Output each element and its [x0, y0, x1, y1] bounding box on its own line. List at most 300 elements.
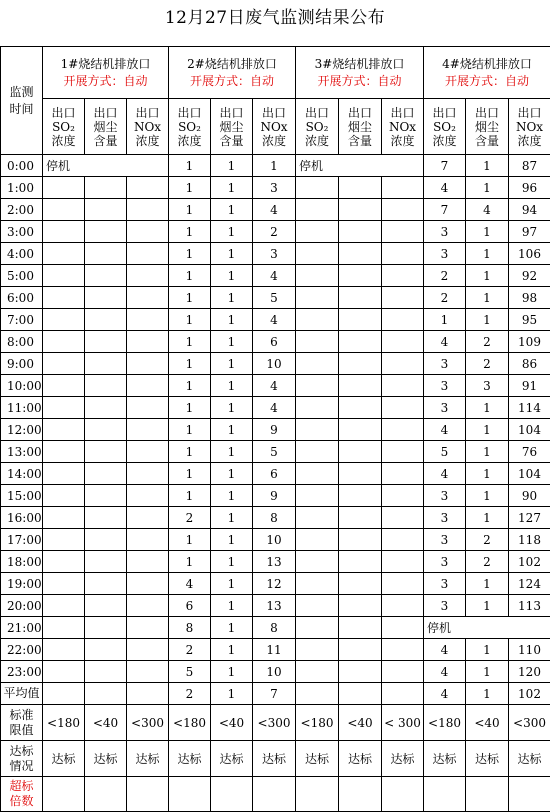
value-cell: 1	[169, 353, 211, 375]
table-row-label: 16:00	[1, 507, 43, 529]
value-cell	[339, 243, 382, 265]
value-cell: 1	[169, 397, 211, 419]
value-cell	[43, 221, 85, 243]
value-cell: 1	[466, 485, 509, 507]
value-cell: 3	[253, 243, 296, 265]
value-cell: 1	[466, 265, 509, 287]
subcolumn-header	[509, 99, 550, 155]
value-cell: 1	[466, 155, 509, 177]
limit-cell: <180	[424, 705, 466, 741]
limit-row-label	[1, 705, 43, 741]
table-row-label: 7:00	[1, 309, 43, 331]
value-cell: 1	[169, 265, 211, 287]
value-cell: 5	[169, 661, 211, 683]
limit-row	[1, 705, 550, 741]
table-row	[1, 265, 550, 287]
value-cell: 97	[509, 221, 550, 243]
subcolumn-label: 出口烟尘含量	[92, 106, 120, 148]
value-cell	[43, 661, 85, 683]
value-cell	[127, 221, 169, 243]
value-cell	[382, 441, 424, 463]
table-row-label: 1:00	[1, 177, 43, 199]
value-cell	[382, 683, 424, 705]
value-cell	[339, 199, 382, 221]
value-cell	[382, 287, 424, 309]
value-cell	[382, 177, 424, 199]
outlet-3-mode: 开展方式：自动	[296, 73, 423, 90]
value-cell: 1	[211, 177, 253, 199]
table-row	[1, 661, 550, 683]
value-cell	[127, 639, 169, 661]
outlet-4-mode: 开展方式：自动	[424, 73, 550, 90]
value-cell	[339, 463, 382, 485]
value-cell	[382, 661, 424, 683]
value-cell	[127, 199, 169, 221]
value-cell	[382, 419, 424, 441]
status-cell: 达标	[43, 741, 85, 777]
value-cell	[339, 375, 382, 397]
value-cell	[382, 617, 424, 639]
value-cell: 86	[509, 353, 550, 375]
table-row-label: 8:00	[1, 331, 43, 353]
value-cell	[339, 287, 382, 309]
value-cell	[43, 331, 85, 353]
value-cell: 1	[253, 155, 296, 177]
value-cell: 13	[253, 551, 296, 573]
outlet-2-name: 2#烧结机排放口	[169, 56, 295, 73]
value-cell	[127, 441, 169, 463]
value-cell: 4	[253, 265, 296, 287]
exceed-cell	[85, 777, 127, 812]
value-cell: 10	[253, 529, 296, 551]
value-cell: 1	[211, 639, 253, 661]
limit-cell: <40	[211, 705, 253, 741]
value-cell: 4	[424, 661, 466, 683]
value-cell: 1	[211, 661, 253, 683]
value-cell	[43, 309, 85, 331]
value-cell: 113	[509, 595, 550, 617]
table-row	[1, 617, 550, 639]
limit-cell: <40	[85, 705, 127, 741]
value-cell	[85, 419, 127, 441]
value-cell: 4	[424, 683, 466, 705]
value-cell: 1	[169, 177, 211, 199]
value-cell	[43, 595, 85, 617]
value-cell: 1	[211, 595, 253, 617]
subcolumn-header	[169, 99, 211, 155]
value-cell: 1	[169, 551, 211, 573]
value-cell: 114	[509, 397, 550, 419]
table-row	[1, 287, 550, 309]
value-cell: 2	[169, 507, 211, 529]
value-cell: 124	[509, 573, 550, 595]
value-cell	[296, 331, 339, 353]
value-cell: 1	[211, 243, 253, 265]
table-row	[1, 595, 550, 617]
value-cell	[127, 287, 169, 309]
subcolumn-header	[127, 99, 169, 155]
table-row-label: 0:00	[1, 155, 43, 177]
value-cell: 1	[211, 309, 253, 331]
value-cell: 2	[424, 265, 466, 287]
value-cell	[339, 551, 382, 573]
value-cell	[43, 397, 85, 419]
value-cell	[382, 639, 424, 661]
status-cell: 达标	[466, 741, 509, 777]
value-cell: 1	[211, 683, 253, 705]
time-column-header	[1, 47, 43, 155]
value-cell	[127, 529, 169, 551]
table-row-label: 23:00	[1, 661, 43, 683]
value-cell	[296, 639, 339, 661]
value-cell	[43, 485, 85, 507]
value-cell: 1	[169, 419, 211, 441]
value-cell: 1	[211, 617, 253, 639]
value-cell	[43, 243, 85, 265]
value-cell: 8	[169, 617, 211, 639]
outlet-1-mode: 开展方式：自动	[43, 73, 168, 90]
subcolumn-label: 出口烟尘含量	[218, 106, 246, 148]
value-cell: 3	[253, 177, 296, 199]
value-cell	[296, 265, 339, 287]
subcolumn-header	[466, 99, 509, 155]
value-cell: 87	[509, 155, 550, 177]
value-cell: 1	[211, 353, 253, 375]
value-cell	[43, 177, 85, 199]
table-row-label: 12:00	[1, 419, 43, 441]
value-cell	[127, 375, 169, 397]
value-cell: 95	[509, 309, 550, 331]
value-cell: 3	[424, 485, 466, 507]
status-cell: 达标	[253, 741, 296, 777]
value-cell	[296, 595, 339, 617]
value-cell: 1	[211, 529, 253, 551]
table-row-label: 17:00	[1, 529, 43, 551]
value-cell	[296, 485, 339, 507]
table-row	[1, 155, 550, 177]
table-row	[1, 485, 550, 507]
value-cell	[296, 573, 339, 595]
shutdown-cell: 停机	[424, 617, 550, 639]
table-row-label: 9:00	[1, 353, 43, 375]
exceed-cell	[296, 777, 339, 812]
value-cell	[296, 551, 339, 573]
exceed-cell	[466, 777, 509, 812]
value-cell	[382, 397, 424, 419]
value-cell: 3	[466, 375, 509, 397]
value-cell	[85, 617, 127, 639]
value-cell	[85, 529, 127, 551]
value-cell	[43, 507, 85, 529]
value-cell: 4	[253, 397, 296, 419]
value-cell	[382, 485, 424, 507]
value-cell	[339, 617, 382, 639]
value-cell	[296, 441, 339, 463]
value-cell	[339, 221, 382, 243]
subcolumn-header	[382, 99, 424, 155]
value-cell	[296, 243, 339, 265]
table-row	[1, 243, 550, 265]
value-cell	[43, 683, 85, 705]
value-cell: 4	[424, 331, 466, 353]
value-cell	[85, 353, 127, 375]
value-cell	[296, 617, 339, 639]
value-cell: 7	[253, 683, 296, 705]
value-cell: 1	[169, 375, 211, 397]
value-cell	[339, 309, 382, 331]
value-cell	[85, 661, 127, 683]
value-cell: 1	[169, 155, 211, 177]
limit-cell: <40	[339, 705, 382, 741]
subcolumn-label: 出口烟尘含量	[346, 106, 374, 148]
value-cell	[127, 331, 169, 353]
average-row-label: 平均值	[1, 683, 43, 705]
status-cell: 达标	[382, 741, 424, 777]
subcolumn-header-row	[1, 99, 550, 155]
value-cell	[296, 199, 339, 221]
value-cell: 1	[211, 419, 253, 441]
limit-cell: <180	[43, 705, 85, 741]
exceed-cell	[253, 777, 296, 812]
value-cell	[296, 287, 339, 309]
value-cell	[382, 529, 424, 551]
value-cell: 1	[466, 221, 509, 243]
value-cell: 1	[466, 419, 509, 441]
value-cell	[382, 199, 424, 221]
value-cell: 96	[509, 177, 550, 199]
page-title: 12月27日废气监测结果公布	[0, 3, 550, 28]
limit-cell: <180	[169, 705, 211, 741]
value-cell	[43, 463, 85, 485]
subcolumn-label: 出口SO₂浓度	[50, 106, 78, 148]
table-row	[1, 441, 550, 463]
outlet-1-header	[43, 47, 169, 99]
value-cell: 6	[253, 463, 296, 485]
value-cell: 1	[169, 529, 211, 551]
subcolumn-header	[253, 99, 296, 155]
value-cell	[296, 353, 339, 375]
value-cell	[85, 177, 127, 199]
value-cell	[339, 265, 382, 287]
value-cell	[339, 661, 382, 683]
value-cell	[127, 595, 169, 617]
value-cell: 98	[509, 287, 550, 309]
table-row-label: 4:00	[1, 243, 43, 265]
exceed-cell	[339, 777, 382, 812]
value-cell: 1	[211, 485, 253, 507]
value-cell: 3	[424, 551, 466, 573]
value-cell	[85, 683, 127, 705]
average-row	[1, 683, 550, 705]
subcolumn-label: 出口NOx浓度	[134, 106, 162, 148]
value-cell: 1	[466, 661, 509, 683]
table-row	[1, 419, 550, 441]
status-cell: 达标	[169, 741, 211, 777]
outlet-2-header	[169, 47, 296, 99]
outlet-2-mode: 开展方式：自动	[169, 73, 295, 90]
value-cell: 1	[211, 551, 253, 573]
value-cell: 1	[211, 375, 253, 397]
value-cell	[127, 507, 169, 529]
table-row-label: 10:00	[1, 375, 43, 397]
value-cell: 3	[424, 243, 466, 265]
value-cell	[339, 331, 382, 353]
value-cell: 10	[253, 661, 296, 683]
value-cell: 1	[169, 199, 211, 221]
subcolumn-label: 出口NOx浓度	[389, 106, 417, 148]
value-cell: 1	[169, 309, 211, 331]
value-cell: 102	[509, 551, 550, 573]
value-cell: 1	[466, 309, 509, 331]
table-row-label: 14:00	[1, 463, 43, 485]
value-cell: 3	[424, 375, 466, 397]
value-cell: 127	[509, 507, 550, 529]
value-cell: 3	[424, 507, 466, 529]
table-row-label: 20:00	[1, 595, 43, 617]
subcolumn-header	[85, 99, 127, 155]
value-cell	[339, 507, 382, 529]
subcolumn-header	[296, 99, 339, 155]
value-cell	[43, 441, 85, 463]
value-cell	[85, 397, 127, 419]
exceed-cell	[211, 777, 253, 812]
time-column-label: 监测时间	[9, 84, 35, 118]
value-cell	[296, 419, 339, 441]
value-cell: 109	[509, 331, 550, 353]
value-cell: 1	[211, 155, 253, 177]
value-cell	[85, 287, 127, 309]
value-cell	[296, 221, 339, 243]
subcolumn-label: 出口NOx浓度	[260, 106, 288, 148]
value-cell	[43, 639, 85, 661]
value-cell	[85, 331, 127, 353]
subcolumn-header	[424, 99, 466, 155]
value-cell: 4	[253, 309, 296, 331]
table-row	[1, 529, 550, 551]
value-cell	[85, 639, 127, 661]
table-row-label: 2:00	[1, 199, 43, 221]
value-cell	[43, 529, 85, 551]
value-cell	[127, 573, 169, 595]
outlet-1-name: 1#烧结机排放口	[43, 56, 168, 73]
value-cell	[85, 595, 127, 617]
status-label-text: 达标情况	[9, 744, 35, 774]
value-cell	[382, 375, 424, 397]
value-cell	[127, 397, 169, 419]
value-cell	[339, 639, 382, 661]
value-cell: 1	[211, 199, 253, 221]
value-cell	[382, 551, 424, 573]
table-row	[1, 463, 550, 485]
status-cell: 达标	[211, 741, 253, 777]
outlet-4-header	[424, 47, 550, 99]
value-cell	[127, 485, 169, 507]
value-cell	[339, 485, 382, 507]
value-cell: 4	[424, 419, 466, 441]
value-cell	[382, 331, 424, 353]
exceed-row-label	[1, 777, 43, 812]
exceed-cell	[382, 777, 424, 812]
outlet-4-name: 4#烧结机排放口	[424, 56, 550, 73]
table-row	[1, 221, 550, 243]
value-cell	[339, 573, 382, 595]
table-row	[1, 639, 550, 661]
value-cell: 3	[424, 529, 466, 551]
value-cell: 8	[253, 617, 296, 639]
value-cell: 1	[211, 331, 253, 353]
value-cell	[127, 353, 169, 375]
value-cell	[339, 441, 382, 463]
value-cell: 3	[424, 595, 466, 617]
value-cell	[382, 221, 424, 243]
limit-label-text: 标准限值	[9, 708, 35, 738]
value-cell: 1	[169, 463, 211, 485]
value-cell	[85, 485, 127, 507]
subcolumn-label: 出口NOx浓度	[516, 106, 544, 148]
value-cell	[382, 265, 424, 287]
outlet-3-header	[296, 47, 424, 99]
value-cell: 9	[253, 419, 296, 441]
value-cell: 1	[466, 177, 509, 199]
value-cell	[339, 529, 382, 551]
value-cell: 2	[466, 353, 509, 375]
exceed-row	[1, 777, 550, 812]
value-cell: 2	[466, 331, 509, 353]
subcolumn-header	[211, 99, 253, 155]
table-row-label: 5:00	[1, 265, 43, 287]
value-cell	[296, 397, 339, 419]
value-cell: 104	[509, 419, 550, 441]
value-cell	[85, 309, 127, 331]
status-cell: 达标	[127, 741, 169, 777]
value-cell	[43, 287, 85, 309]
table-row-label: 3:00	[1, 221, 43, 243]
table-row	[1, 551, 550, 573]
limit-cell: <300	[127, 705, 169, 741]
value-cell: 7	[424, 155, 466, 177]
value-cell	[382, 595, 424, 617]
value-cell: 94	[509, 199, 550, 221]
table-row-label: 18:00	[1, 551, 43, 573]
value-cell: 1	[211, 507, 253, 529]
value-cell: 1	[169, 287, 211, 309]
subcolumn-label: 出口SO₂浓度	[431, 106, 459, 148]
value-cell	[85, 441, 127, 463]
value-cell: 6	[253, 331, 296, 353]
value-cell: 3	[424, 573, 466, 595]
value-cell: 106	[509, 243, 550, 265]
value-cell: 3	[424, 221, 466, 243]
value-cell	[127, 661, 169, 683]
value-cell	[85, 375, 127, 397]
value-cell: 13	[253, 595, 296, 617]
table-row-label: 11:00	[1, 397, 43, 419]
table-body	[1, 155, 550, 812]
value-cell	[43, 199, 85, 221]
value-cell: 2	[253, 221, 296, 243]
value-cell: 2	[169, 639, 211, 661]
status-row-label	[1, 741, 43, 777]
value-cell	[127, 309, 169, 331]
value-cell	[127, 265, 169, 287]
exceed-cell	[127, 777, 169, 812]
value-cell: 92	[509, 265, 550, 287]
value-cell: 1	[169, 221, 211, 243]
value-cell: 11	[253, 639, 296, 661]
value-cell: 1	[466, 243, 509, 265]
value-cell: 1	[211, 441, 253, 463]
table-row	[1, 309, 550, 331]
